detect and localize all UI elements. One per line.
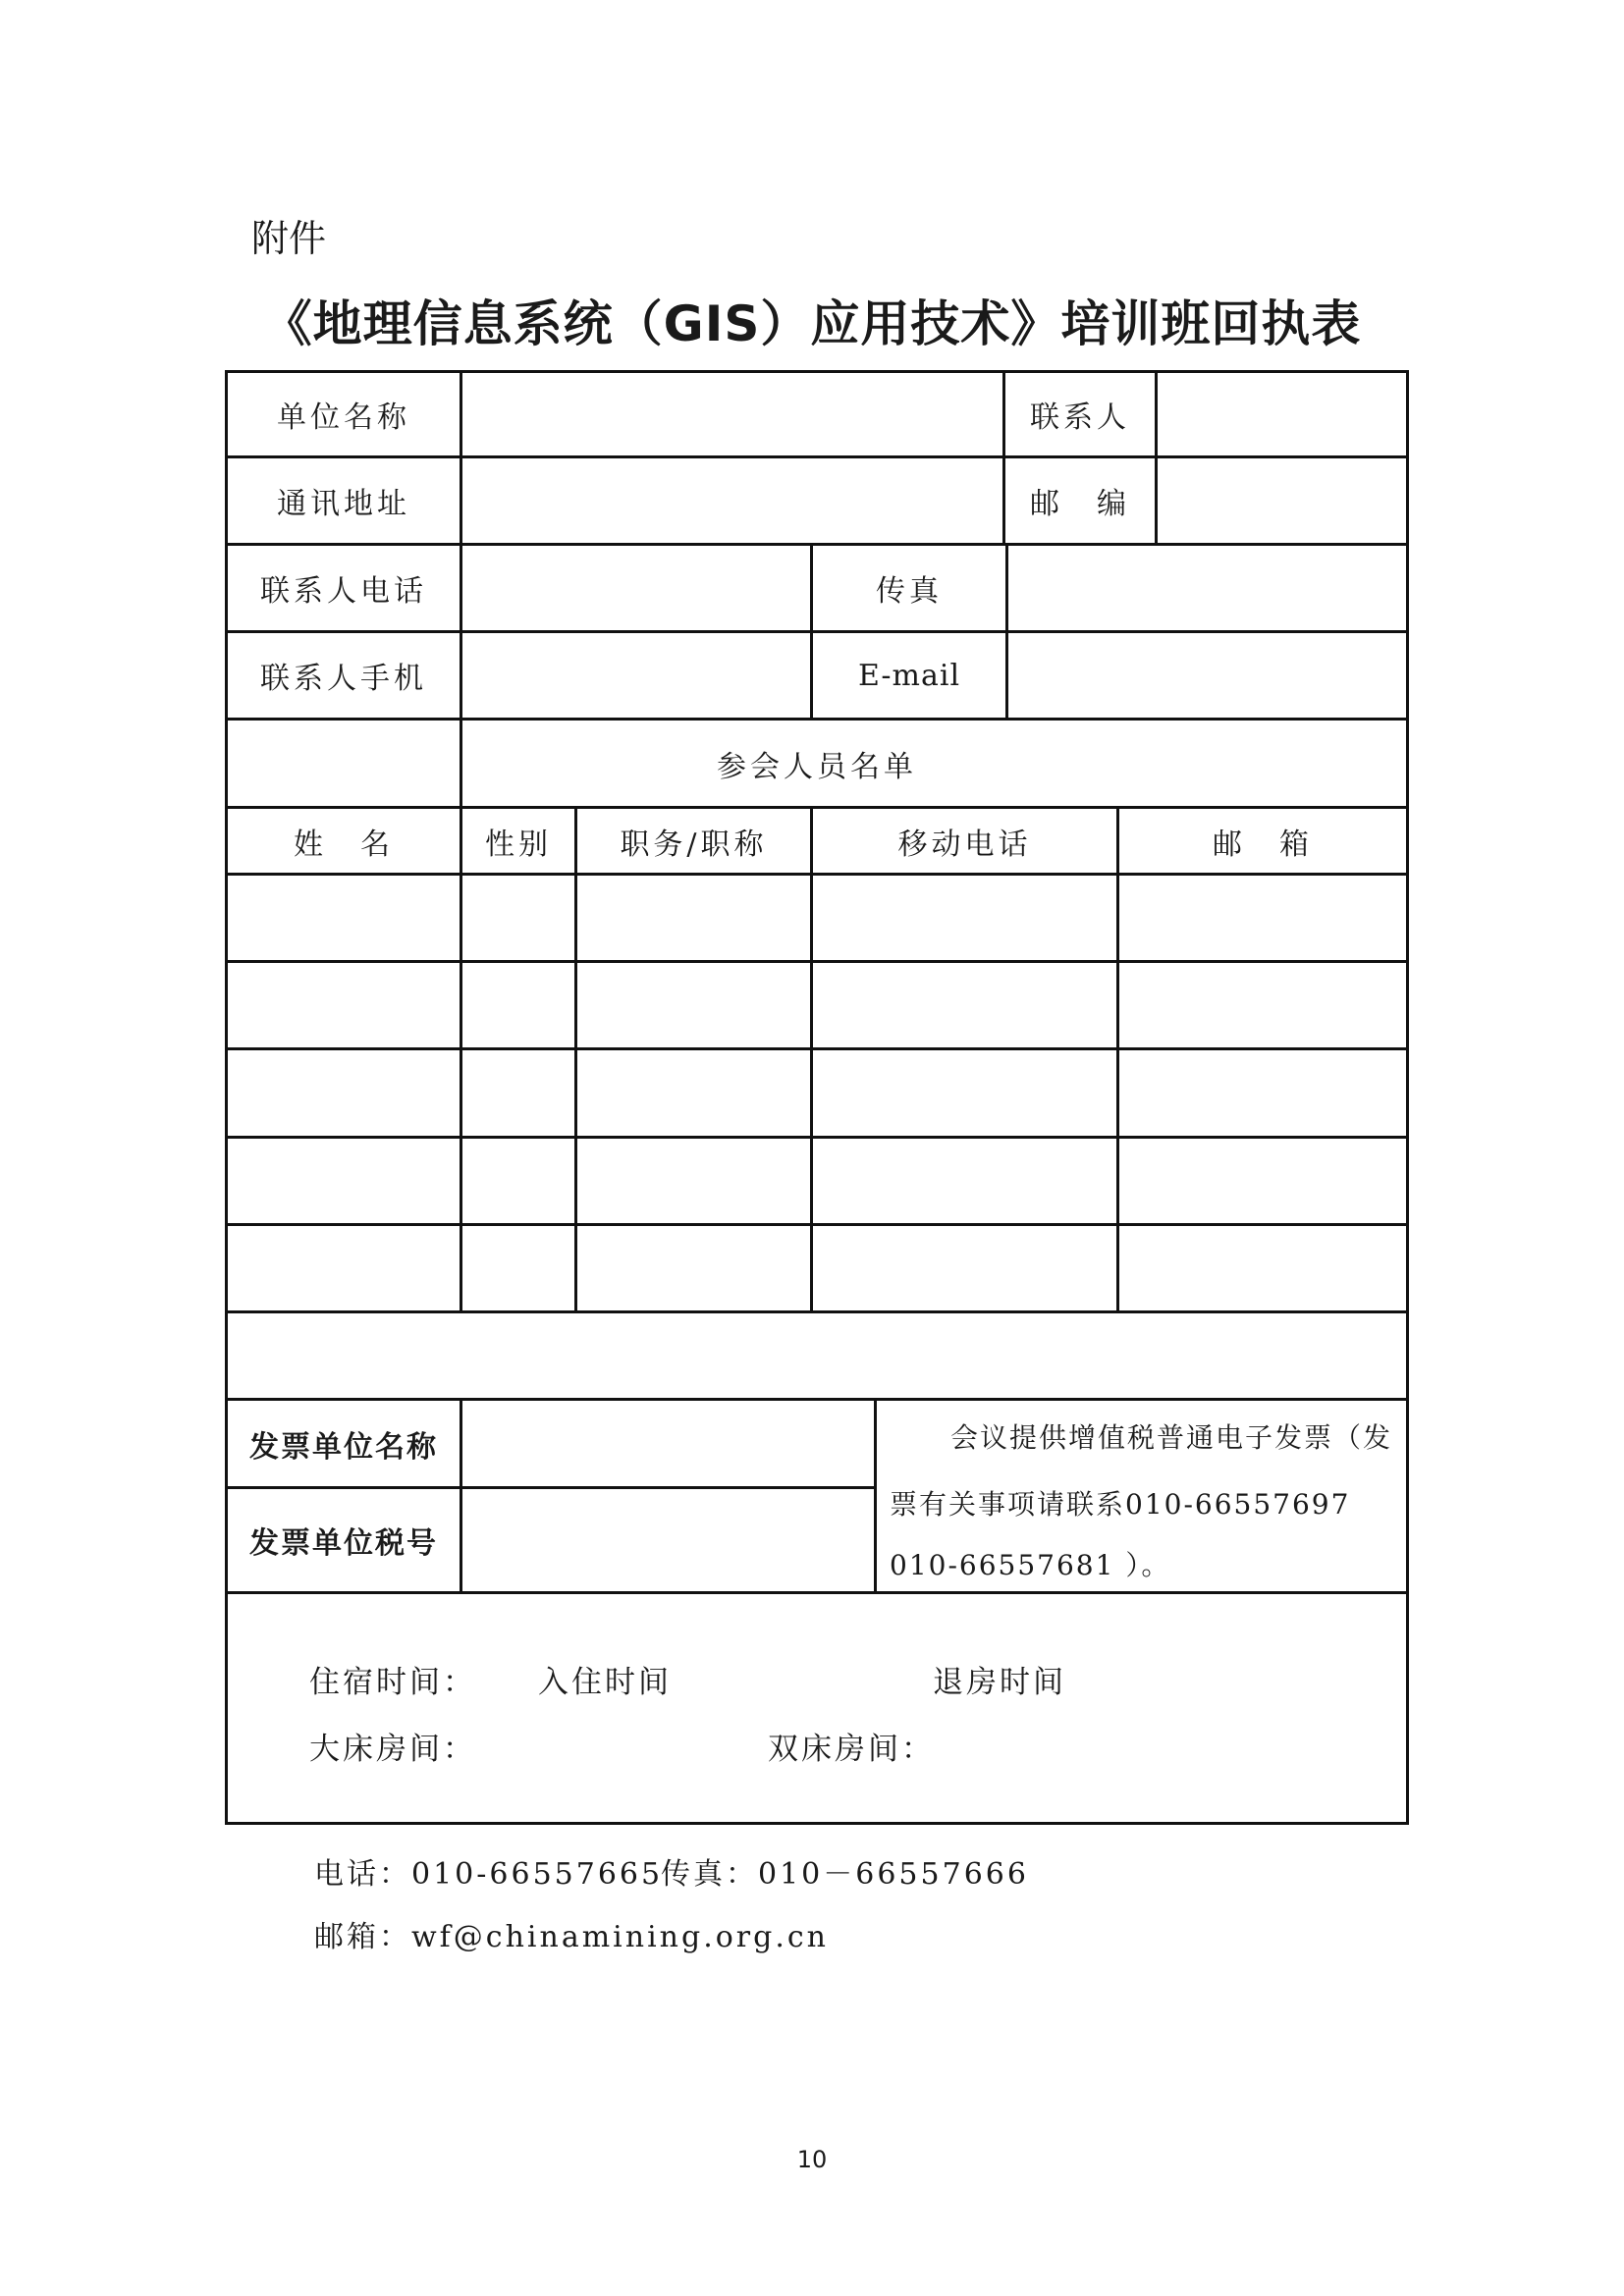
row-divider [225, 1591, 1409, 1594]
invoice-note-line-3: 010-66557681 ）。 [890, 1549, 1171, 1581]
unit-name-field[interactable] [462, 372, 1002, 456]
attendee-section-title: 参会人员名单 [717, 749, 917, 784]
twin-bed-label: 双床房间： [768, 1732, 935, 1767]
attachment-label: 附件 [251, 217, 327, 260]
col-header-name: 姓 名 [294, 827, 394, 862]
footer-phone: 电话：010-66557665 [314, 1857, 664, 1892]
blank-row [228, 1313, 1406, 1398]
address-field[interactable] [462, 458, 1002, 543]
fax-label: 传真 [876, 574, 943, 609]
big-bed-label: 大床房间： [309, 1732, 476, 1767]
attendee-row[interactable] [228, 963, 1406, 1047]
col-header-email: 邮 箱 [1213, 827, 1313, 862]
fax-field[interactable] [1008, 546, 1406, 630]
invoice-tax-label: 发票单位税号 [249, 1526, 438, 1561]
postcode-field[interactable] [1158, 458, 1406, 543]
attendee-row[interactable] [228, 1226, 1406, 1310]
form-title: 《地理信息系统（GIS）应用技术》培训班回执表 [262, 295, 1362, 352]
invoice-name-label: 发票单位名称 [249, 1429, 438, 1465]
col-header-title: 职务/职称 [620, 827, 768, 862]
attendee-row[interactable] [228, 1139, 1406, 1223]
invoice-note-line-1: 会议提供增值税普通电子发票（发 [950, 1421, 1393, 1454]
col-header-gender: 性别 [485, 827, 552, 862]
contact-person-label: 联系人 [1030, 400, 1130, 435]
contact-person-field[interactable] [1158, 372, 1406, 456]
invoice-note-line-2: 票有关事项请联系010-66557697 [890, 1488, 1351, 1521]
address-label: 通讯地址 [277, 487, 410, 521]
attendee-row[interactable] [228, 1050, 1406, 1136]
contact-phone-label: 联系人电话 [260, 574, 427, 609]
invoice-tax-field[interactable] [462, 1489, 874, 1591]
footer-email: 邮箱：wf@chinamining.org.cn [314, 1920, 829, 1954]
col-header-mobile: 移动电话 [897, 827, 1032, 862]
col-divider [874, 1398, 877, 1593]
email-field[interactable] [1008, 633, 1406, 718]
page-number: 10 [796, 2146, 828, 2173]
email-label: E-mail [857, 658, 961, 693]
contact-phone-field[interactable] [462, 546, 810, 630]
stay-time-label: 住宿时间： [309, 1665, 476, 1700]
footer-fax: 传真：010－66557666 [661, 1857, 1029, 1892]
attendee-row[interactable] [228, 876, 1406, 960]
unit-name-label: 单位名称 [277, 400, 410, 435]
invoice-name-field[interactable] [462, 1401, 874, 1486]
checkin-label: 入住时间 [538, 1665, 672, 1700]
postcode-label: 邮 编 [1030, 487, 1130, 521]
contact-mobile-label: 联系人手机 [260, 662, 427, 696]
contact-mobile-field[interactable] [462, 633, 810, 718]
checkout-label: 退房时间 [933, 1665, 1066, 1700]
